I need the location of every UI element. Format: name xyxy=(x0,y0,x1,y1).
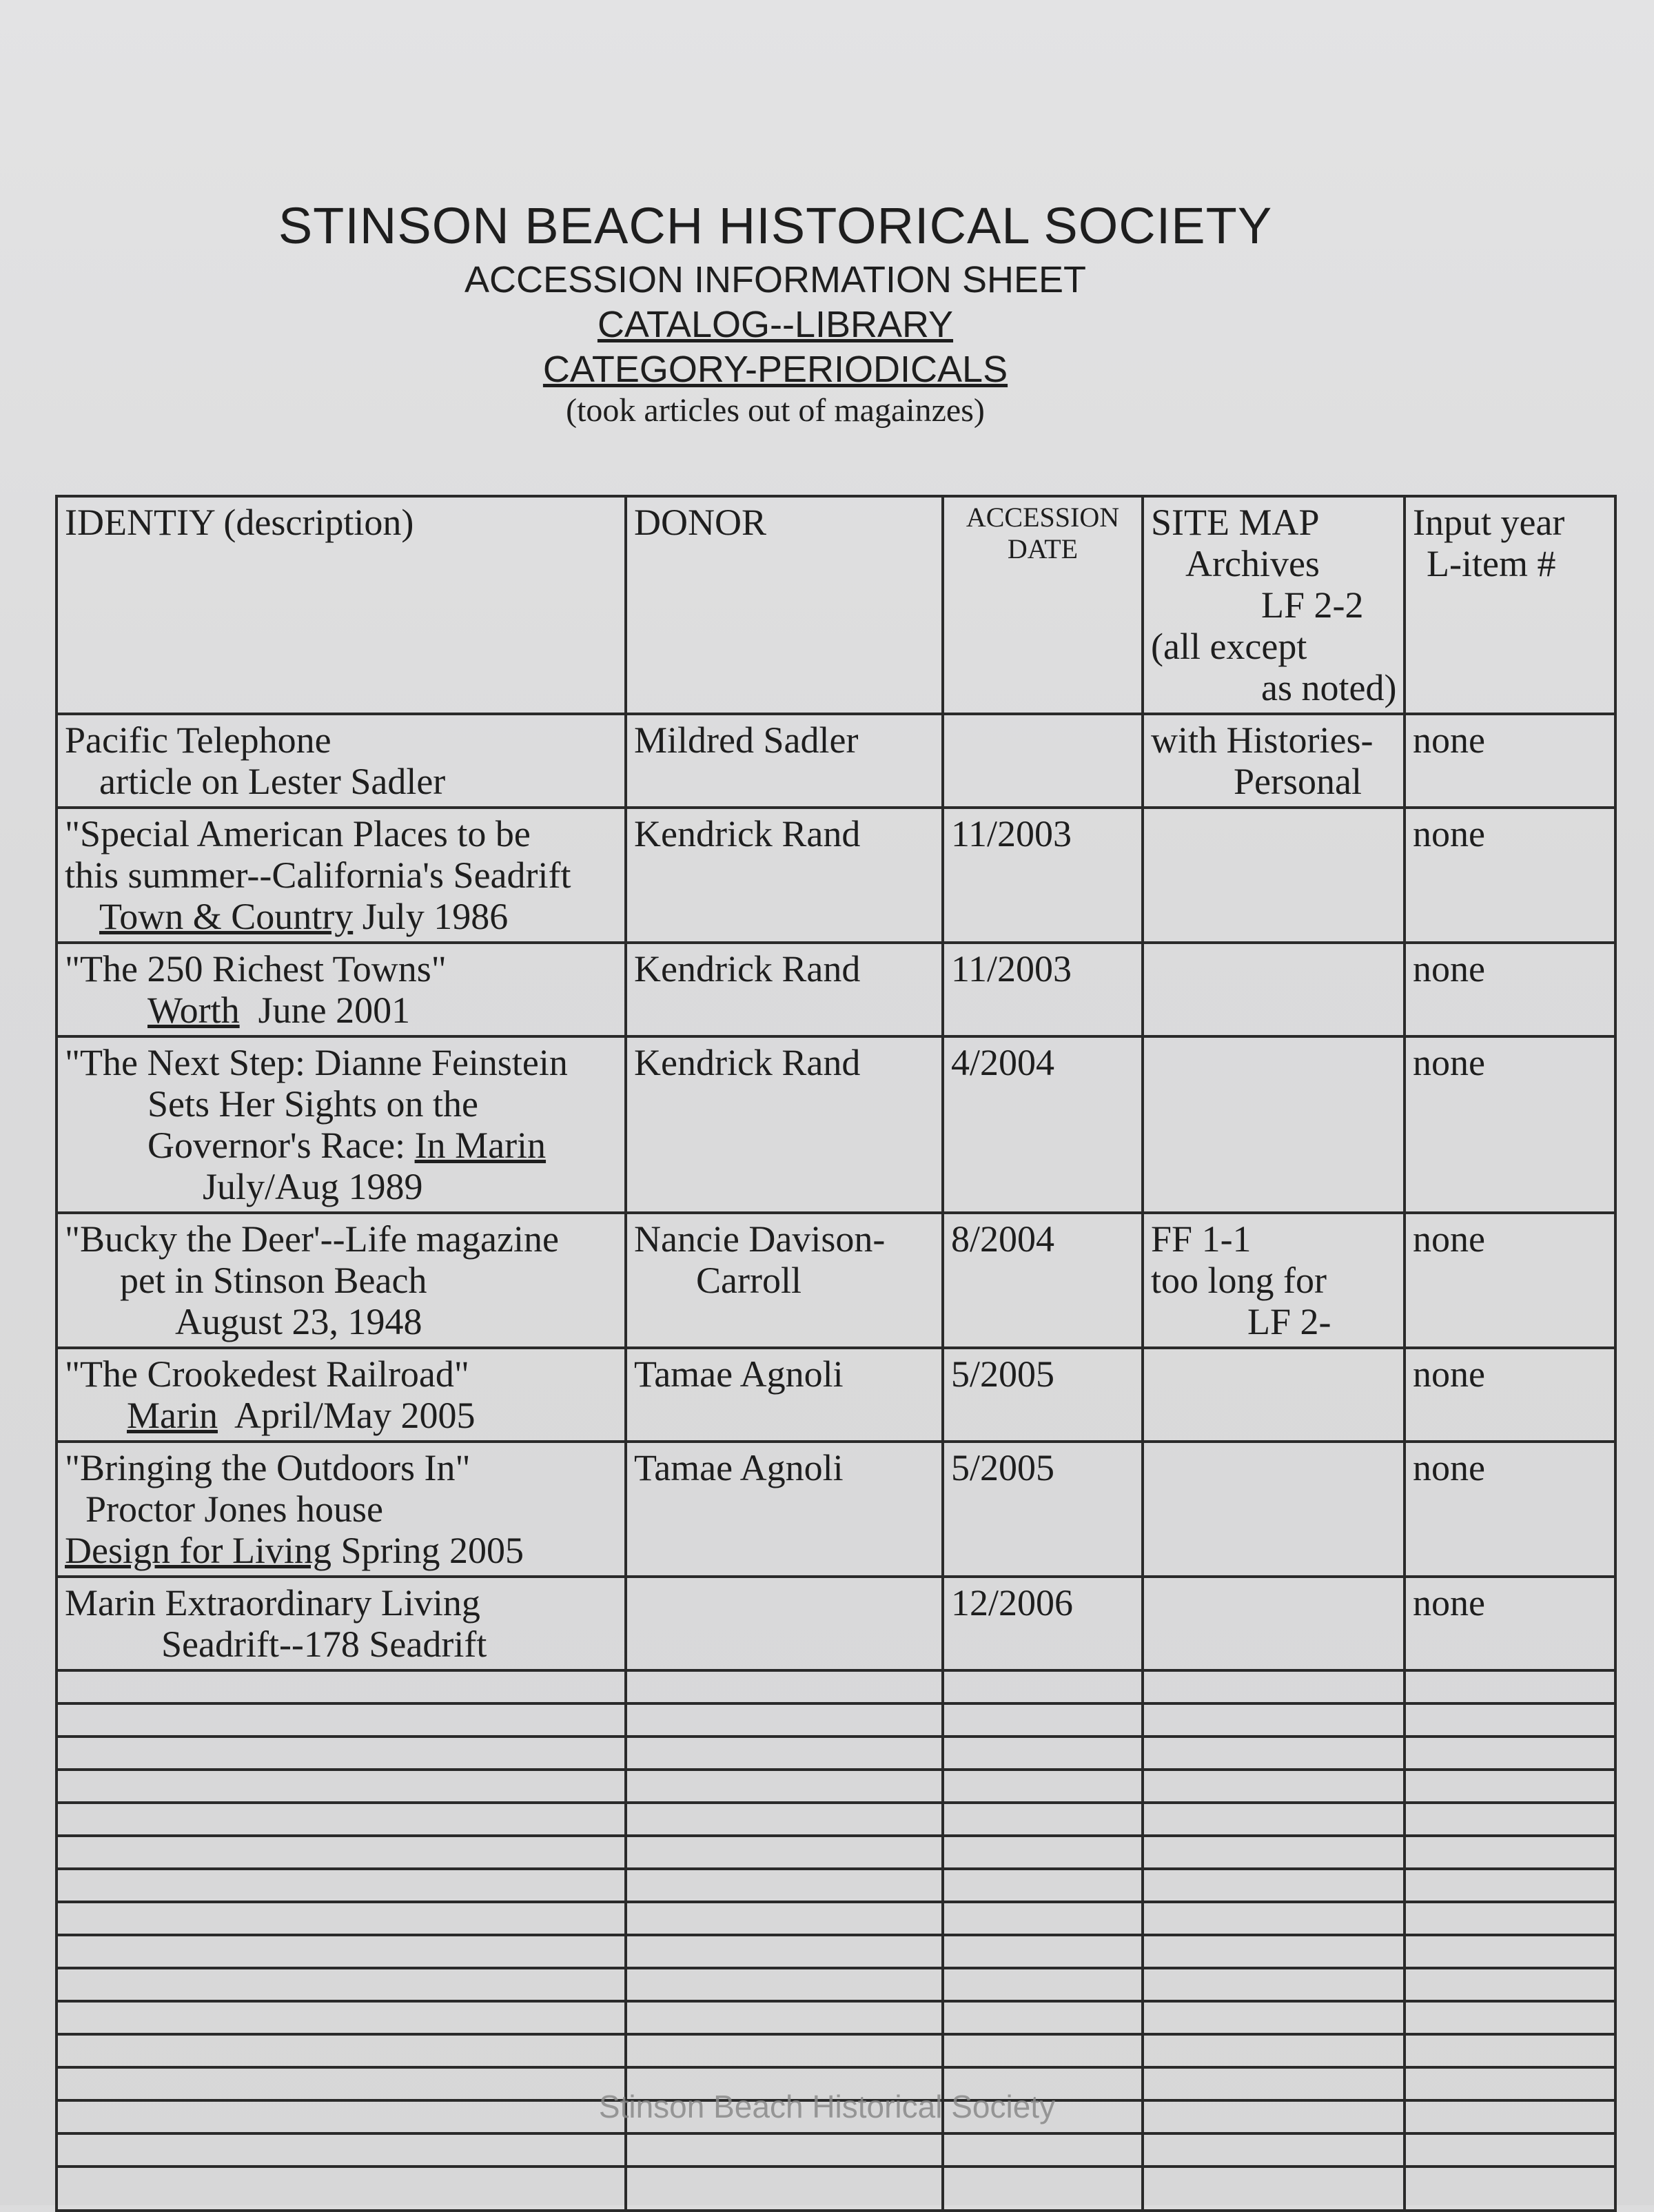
input-cell: none xyxy=(1405,1348,1615,1442)
identity-cell: "Bringing the Outdoors In" Proctor Jones house Design for Living Spring 2005 xyxy=(57,1442,626,1577)
blank-row xyxy=(57,1737,1615,1770)
donor-cell: Tamae Agnoli xyxy=(626,1348,943,1442)
watermark: Stinson Beach Historical Society xyxy=(598,2089,1056,2124)
blank-row xyxy=(57,1935,1615,1968)
input-cell: none xyxy=(1405,808,1615,943)
site-cell: with Histories- Personal xyxy=(1143,714,1405,808)
col-donor: DONOR xyxy=(626,496,943,714)
table-row xyxy=(57,714,1615,808)
donor-cell: Kendrick Rand xyxy=(626,808,943,943)
site-cell xyxy=(1143,1577,1405,1670)
catalog-label: CATALOG--LIBRARY xyxy=(597,304,954,345)
blank-row xyxy=(57,1670,1615,1703)
table-row xyxy=(57,1213,1615,1348)
donor-cell: Kendrick Rand xyxy=(626,943,943,1036)
date-cell: 11/2003 xyxy=(943,808,1143,943)
date-cell: 4/2004 xyxy=(943,1036,1143,1213)
table-row xyxy=(57,1577,1615,1670)
col-identity: IDENTIY (description) xyxy=(57,496,626,714)
donor-cell: Kendrick Rand xyxy=(626,1036,943,1213)
identity-cell: Marin Extraordinary Living Seadrift--178 Seadrift xyxy=(57,1577,626,1670)
blank-row xyxy=(57,2133,1615,2167)
table-row xyxy=(57,1348,1615,1442)
date-cell: 8/2004 xyxy=(943,1213,1143,1348)
donor-cell: Mildred Sadler xyxy=(626,714,943,808)
donor-cell: Tamae Agnoli xyxy=(626,1442,943,1577)
col-input-year: Input year L-item # xyxy=(1405,496,1615,714)
col-accession-date: ACCESSION DATE xyxy=(943,496,1143,714)
table-row xyxy=(57,808,1615,943)
site-cell xyxy=(1143,1442,1405,1577)
org-title: STINSON BEACH HISTORICAL SOCIETY xyxy=(278,197,1273,254)
input-cell: none xyxy=(1405,714,1615,808)
date-cell: 11/2003 xyxy=(943,943,1143,1036)
site-cell xyxy=(1143,943,1405,1036)
identity-cell: "Special American Places to be this summer--California's Seadrift Town & Country July 1986 xyxy=(57,808,626,943)
site-cell: FF 1-1 too long for LF 2- xyxy=(1143,1213,1405,1348)
header-note: (took articles out of magainzes) xyxy=(566,392,985,429)
site-cell xyxy=(1143,1348,1405,1442)
blank-row xyxy=(57,1836,1615,1869)
date-cell: 5/2005 xyxy=(943,1348,1143,1442)
blank-row xyxy=(57,1803,1615,1836)
date-cell: 5/2005 xyxy=(943,1442,1143,1577)
donor-cell: Nancie Davison- Carroll xyxy=(626,1213,943,1348)
identity-cell: "The Next Step: Dianne Feinstein Sets Her Sights on the Governor's Race: In Marin July/Aug 1989 xyxy=(57,1036,626,1213)
identity-cell: "The Crookedest Railroad" Marin April/May 2005 xyxy=(57,1348,626,1442)
input-cell: none xyxy=(1405,1442,1615,1577)
table-row xyxy=(57,1036,1615,1213)
blank-row xyxy=(57,1902,1615,1935)
blank-row xyxy=(57,1703,1615,1737)
input-cell: none xyxy=(1405,1577,1615,1670)
table-row xyxy=(57,1442,1615,1577)
date-cell xyxy=(943,714,1143,808)
col-site-map: SITE MAP Archives LF 2-2 (all except as noted) xyxy=(1143,496,1405,714)
blank-row xyxy=(57,2034,1615,2067)
input-cell: none xyxy=(1405,1213,1615,1348)
blank-row xyxy=(57,2167,1615,2211)
table-row xyxy=(57,943,1615,1036)
accession-table xyxy=(55,495,1617,2212)
input-cell: none xyxy=(1405,943,1615,1036)
donor-cell xyxy=(626,1577,943,1670)
category-label: CATEGORY-PERIODICALS xyxy=(542,349,1008,390)
identity-cell: Pacific Telephone article on Lester Sadler xyxy=(57,714,626,808)
blank-row xyxy=(57,1869,1615,1902)
identity-cell: "Bucky the Deer'--Life magazine pet in Stinson Beach August 23, 1948 xyxy=(57,1213,626,1348)
site-cell xyxy=(1143,1036,1405,1213)
identity-cell: "The 250 Richest Towns" Worth June 2001 xyxy=(57,943,626,1036)
sheet-title: ACCESSION INFORMATION SHEET xyxy=(464,259,1087,300)
blank-row xyxy=(57,1770,1615,1803)
blank-row xyxy=(57,1968,1615,2001)
header-row xyxy=(57,496,1615,714)
site-cell xyxy=(1143,808,1405,943)
input-cell: none xyxy=(1405,1036,1615,1213)
date-cell: 12/2006 xyxy=(943,1577,1143,1670)
blank-row xyxy=(57,2001,1615,2034)
